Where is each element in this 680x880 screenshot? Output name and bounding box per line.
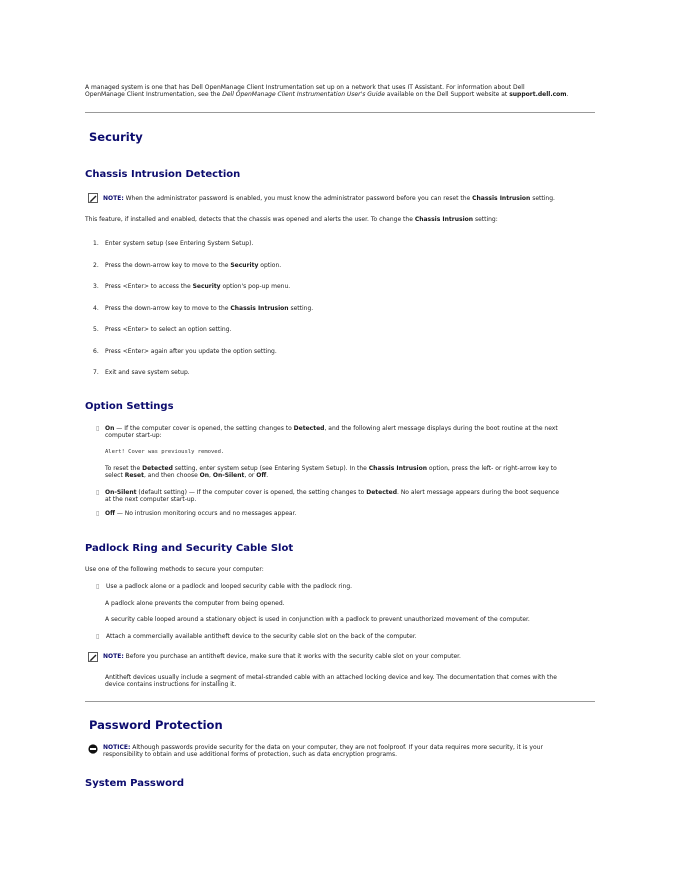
intro-line-2	[85, 91, 600, 98]
option-text: — If the computer cover is opened, the setting changes to	[114, 425, 294, 432]
step-number: 1.	[93, 240, 99, 247]
option-on-silent	[105, 489, 595, 504]
divider	[85, 701, 595, 702]
step-number: 6.	[93, 348, 99, 355]
heading-padlock-ring: Padlock Ring and Security Cable Slot	[85, 543, 294, 554]
step-number: 5.	[93, 326, 99, 333]
antitheft-line: device contains instructions for installing it.	[105, 681, 237, 689]
option-off	[105, 510, 296, 517]
reset-text: To reset the	[105, 465, 143, 472]
step-text: Press <Enter> again after you update the option setting.	[105, 348, 277, 355]
padlock-bullet-1: Use a padlock alone or a padlock and looped security cable with the padlock ring.	[106, 583, 353, 590]
note-text: Before you purchase an antitheft device, make sure that it works with the security cable slot on your computer.	[123, 653, 461, 660]
feature-bold: Chassis Intrusion	[414, 216, 474, 223]
option-label: Off	[105, 510, 115, 517]
guide-title: Dell OpenManage Client Instrumentation User's Guide	[222, 91, 385, 99]
intro-paragraph	[85, 84, 600, 99]
section-title-password-protection: Password Protection	[89, 718, 223, 732]
step-item	[93, 326, 231, 333]
step-number: 2.	[93, 262, 99, 269]
option-text: . No alert message appears during the boot sequence	[397, 489, 560, 496]
antitheft-paragraph	[105, 674, 595, 689]
step-number: 3.	[93, 283, 99, 290]
option-label: On	[105, 425, 115, 432]
notice-line-1	[103, 744, 595, 751]
reset-bold: Chassis Intrusion	[368, 465, 427, 472]
padlock-intro: Use one of the following methods to secure your computer:	[85, 566, 264, 573]
reset-text: ,	[209, 472, 213, 480]
option-label: On-Silent	[105, 489, 137, 496]
step-bold: Security	[230, 262, 259, 269]
reset-instructions	[105, 465, 595, 480]
step-text: Press the down-arrow key to move to the	[105, 305, 231, 312]
step-item	[93, 369, 190, 376]
option-bold: Detected	[293, 425, 325, 432]
option-bold: Detected	[366, 489, 397, 496]
reset-bold: Reset	[124, 472, 144, 480]
option-on	[105, 425, 595, 440]
heading-chassis-intrusion: Chassis Intrusion Detection	[85, 169, 241, 180]
reset-text: , and then choose	[143, 472, 200, 480]
note-bold: Chassis Intrusion	[472, 195, 531, 202]
option-text: (default setting) — If the computer cover is opened, the setting changes to	[136, 489, 367, 496]
note-text: When the administrator password is enabled, you must know the administrator password before you can reset the	[123, 195, 473, 202]
notice-text: responsibility to obtain and use additional forms of protection, such as data encryption programs.	[103, 751, 398, 759]
note-antitheft	[103, 653, 461, 660]
note-pencil-icon	[88, 652, 98, 662]
note-text: setting.	[530, 195, 555, 202]
step-text: Press <Enter> to access the	[105, 283, 193, 290]
notice-text: Although passwords provide security for the data on your computer, they are not foolproof. If your data requires more security, it is your	[130, 744, 543, 751]
notice-password	[103, 744, 595, 759]
heading-system-password: System Password	[85, 778, 185, 789]
option-text: , and the following alert message displays during the boot routine at the next	[324, 425, 558, 432]
note-label: NOTE:	[103, 195, 124, 202]
option-text: computer start-up:	[105, 432, 162, 440]
reset-bold: On	[199, 472, 210, 480]
divider	[85, 112, 595, 113]
bullet-icon: ▯	[96, 489, 100, 496]
reset-text: select	[105, 472, 125, 480]
step-bold: Security	[192, 283, 221, 290]
reset-bold: On-Silent	[212, 472, 245, 480]
bullet-icon: ▯	[96, 425, 100, 432]
feature-text: This feature, if installed and enabled, detects that the chassis was opened and alerts the user. To change the	[85, 216, 415, 223]
intro-text: available on the Dell Support website at	[384, 91, 510, 99]
reset-line-2	[105, 472, 595, 479]
step-item	[93, 283, 290, 290]
note-pencil-icon	[88, 193, 98, 203]
reset-text: .	[266, 472, 269, 480]
reset-text: , or	[244, 472, 257, 480]
intro-line-1: A managed system is one that has Dell OpenManage Client Instrumentation set up on a network that uses IT Assistant. For information about Dell	[85, 84, 525, 91]
feature-text: setting:	[473, 216, 498, 223]
padlock-bullet-2: Attach a commercially available antitheft device to the security cable slot on the back of the computer.	[106, 633, 417, 640]
step-number: 7.	[93, 369, 99, 376]
padlock-paragraph-1: A padlock alone prevents the computer from being opened.	[105, 600, 285, 607]
step-bold: Chassis Intrusion	[230, 305, 289, 312]
bullet-icon: ▯	[96, 633, 100, 640]
step-item	[93, 240, 253, 247]
heading-option-settings: Option Settings	[85, 401, 174, 412]
step-text: option.	[258, 262, 282, 269]
step-item	[93, 305, 313, 312]
notice-label: NOTICE:	[103, 744, 131, 751]
step-text: Enter system setup (see Entering System Setup).	[105, 240, 254, 247]
step-item	[93, 348, 277, 355]
reset-text: setting, enter system setup (see Entering System Setup). In the	[172, 465, 369, 472]
option-text: — No intrusion monitoring occurs and no messages appear.	[114, 510, 297, 517]
reset-bold: Off	[256, 472, 267, 480]
padlock-paragraph-2: A security cable looped around a stationary object is used in conjunction with a padlock to prevent unauthorized movement of the computer.	[105, 616, 530, 623]
notice-warning-icon	[88, 744, 98, 754]
step-text: Press the down-arrow key to move to the	[105, 262, 231, 269]
antitheft-line: Antitheft devices usually include a segment of metal-stranded cable with an attached locking device and key. The documentation that comes with the	[105, 674, 557, 681]
support-site-link[interactable]: support.dell.com	[509, 91, 567, 99]
bullet-icon: ▯	[96, 510, 100, 517]
intro-text: .	[566, 91, 569, 99]
intro-text: OpenManage Client Instrumentation, see the	[85, 91, 223, 99]
reset-line-1	[105, 465, 595, 472]
step-text: setting.	[288, 305, 314, 312]
feature-description	[85, 216, 498, 223]
note-chassis	[103, 195, 555, 202]
note-label: NOTE:	[103, 653, 124, 660]
bullet-icon: ▯	[96, 583, 100, 590]
reset-text: option, press the left- or right-arrow key to	[427, 465, 557, 472]
reset-bold: Detected	[142, 465, 173, 472]
step-text: Press <Enter> to select an option setting.	[105, 326, 232, 333]
step-number: 4.	[93, 305, 99, 312]
section-title-security: Security	[89, 130, 143, 144]
step-text: option's pop-up menu.	[220, 283, 291, 290]
option-text: at the next computer start-up.	[105, 496, 197, 504]
alert-message: Alert! Cover was previously removed.	[105, 449, 225, 455]
step-item	[93, 262, 281, 269]
step-text: Exit and save system setup.	[105, 369, 190, 376]
